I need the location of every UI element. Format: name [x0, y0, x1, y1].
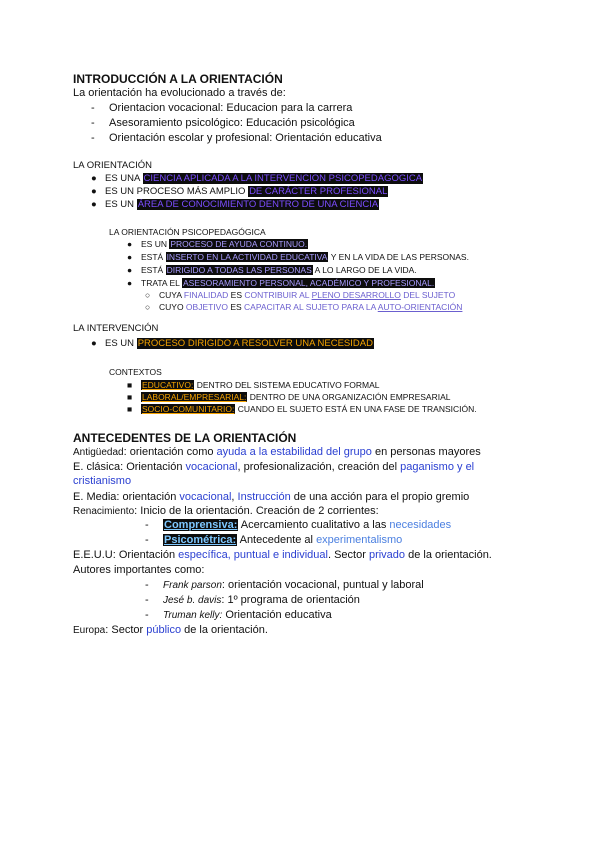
highlight: CIENCIA APLICADA A LA INTERVENCION PSICOPEDAGOGICA: [143, 173, 423, 184]
list-item: - Comprensiva: Acercamiento cualitativo a las necesidades: [145, 519, 452, 531]
highlight: EDUCATIVO:: [142, 380, 194, 390]
list-item: - Jesé b. davis: 1º programa de orientación: [145, 594, 360, 606]
paragraph-line: cristianismo: [73, 475, 132, 487]
list-item: ■ SOCIO-COMUNITARIO: CUANDO EL SUJETO ESTÁ EN UNA FASE DE TRANSICIÓN.: [127, 404, 477, 414]
paragraph-line: Antigüedad: orientación como ayuda a la estabilidad del grupo en personas mayores: [73, 446, 481, 458]
highlight: Comprensiva:: [164, 519, 238, 531]
paragraph-line: Renacimiento: Inicio de la orientación. Creación de 2 corrientes:: [73, 505, 379, 517]
list-item: ■ LABORAL/EMPRESARIAL: DENTRO DE UNA ORGANIZACIÓN EMPRESARIAL: [127, 392, 451, 402]
highlight: DE CARÁCTER PROFESIONAL: [249, 186, 388, 197]
list-item: ● ESTÁ DIRIGIDO A TODAS LAS PERSONAS A LO LARGO DE LA VIDA.: [127, 265, 417, 275]
highlight: SOCIO-COMUNITARIO:: [142, 404, 235, 414]
label-la-orientacion: LA ORIENTACIÓN: [73, 160, 153, 171]
list-item: ● TRATA EL ASESORAMIENTO PERSONAL, ACADÉMICO Y PROFESIONAL.: [127, 278, 435, 288]
highlight: ASESORAMIENTO PERSONAL, ACADÉMICO Y PROFESIONAL.: [182, 278, 435, 288]
highlight: Psicométrica:: [164, 534, 237, 546]
list-item: ○ CUYA FINALIDAD ES CONTRIBUIR AL PLENO DESARROLLO DEL SUJETO: [145, 290, 456, 300]
label-orientacion-psicopedagogica: LA ORIENTACIÓN PSICOPEDAGÓGICA: [109, 227, 266, 237]
intro-text: La orientación ha evolucionado a través de:: [73, 87, 286, 99]
highlight: ÁREA DE CONOCIMIENTO DENTRO DE UNA CIENCIA: [137, 199, 379, 210]
list-item: - Asesoramiento psicológico: Educación psicológica: [91, 117, 355, 129]
list-item: - Orientación escolar y profesional: Orientación educativa: [91, 132, 382, 144]
section-title-introduccion: INTRODUCCIÓN A LA ORIENTACIÓN: [73, 72, 283, 86]
list-item: - Frank parson: orientación vocacional, puntual y laboral: [145, 579, 424, 591]
paragraph-line: E. Media: orientación vocacional, Instrucción de una acción para el propio gremio: [73, 491, 470, 503]
paragraph-line: Europa: Sector público de la orientación.: [73, 624, 268, 636]
list-item: ● ES UN ÁREA DE CONOCIMIENTO DENTRO DE UNA CIENCIA: [91, 199, 379, 210]
list-item: ● ES UN PROCESO MÁS AMPLIO DE CARÁCTER PROFESIONAL: [91, 186, 388, 197]
section-title-antecedentes: ANTECEDENTES DE LA ORIENTACIÓN: [73, 431, 297, 445]
highlight: DIRIGIDO A TODAS LAS PERSONAS: [166, 265, 312, 275]
list-item: ● ES UN PROCESO DE AYUDA CONTINUO.: [127, 239, 308, 249]
list-item: - Psicométrica: Antecedente al experimentalismo: [145, 534, 403, 546]
highlight: PROCESO DE AYUDA CONTINUO.: [170, 239, 308, 249]
highlight: LABORAL/EMPRESARIAL:: [142, 392, 247, 402]
list-item: ■ EDUCATIVO: DENTRO DEL SISTEMA EDUCATIVO FORMAL: [127, 380, 380, 390]
paragraph-line: E.E.U.U: Orientación específica, puntual e individual. Sector privado de la orientación.: [73, 549, 492, 561]
list-item: ● ESTÁ INSERTO EN LA ACTIVIDAD EDUCATIVA Y EN LA VIDA DE LAS PERSONAS.: [127, 252, 469, 262]
highlight: INSERTO EN LA ACTIVIDAD EDUCATIVA: [166, 252, 328, 262]
list-item: - Truman kelly: Orientación educativa: [145, 609, 332, 621]
highlight: PROCESO DIRIGIDO A RESOLVER UNA NECESIDAD: [137, 338, 373, 349]
label-la-intervencion: LA INTERVENCIÓN: [73, 323, 159, 334]
list-item: - Orientacion vocacional: Educacion para la carrera: [91, 102, 353, 114]
list-item: ● ES UN PROCESO DIRIGIDO A RESOLVER UNA NECESIDAD: [91, 338, 373, 349]
paragraph-line: Autores importantes como:: [73, 564, 205, 576]
list-item: ● ES UNA CIENCIA APLICADA A LA INTERVENCION PSICOPEDAGOGICA: [91, 173, 423, 184]
label-contextos: CONTEXTOS: [109, 367, 162, 377]
paragraph-line: E. clásica: Orientación vocacional, profesionalización, creación del paganismo y el: [73, 461, 475, 473]
list-item: ○ CUYO OBJETIVO ES CAPACITAR AL SUJETO PARA LA AUTO-ORIENTACIÓN: [145, 302, 463, 312]
